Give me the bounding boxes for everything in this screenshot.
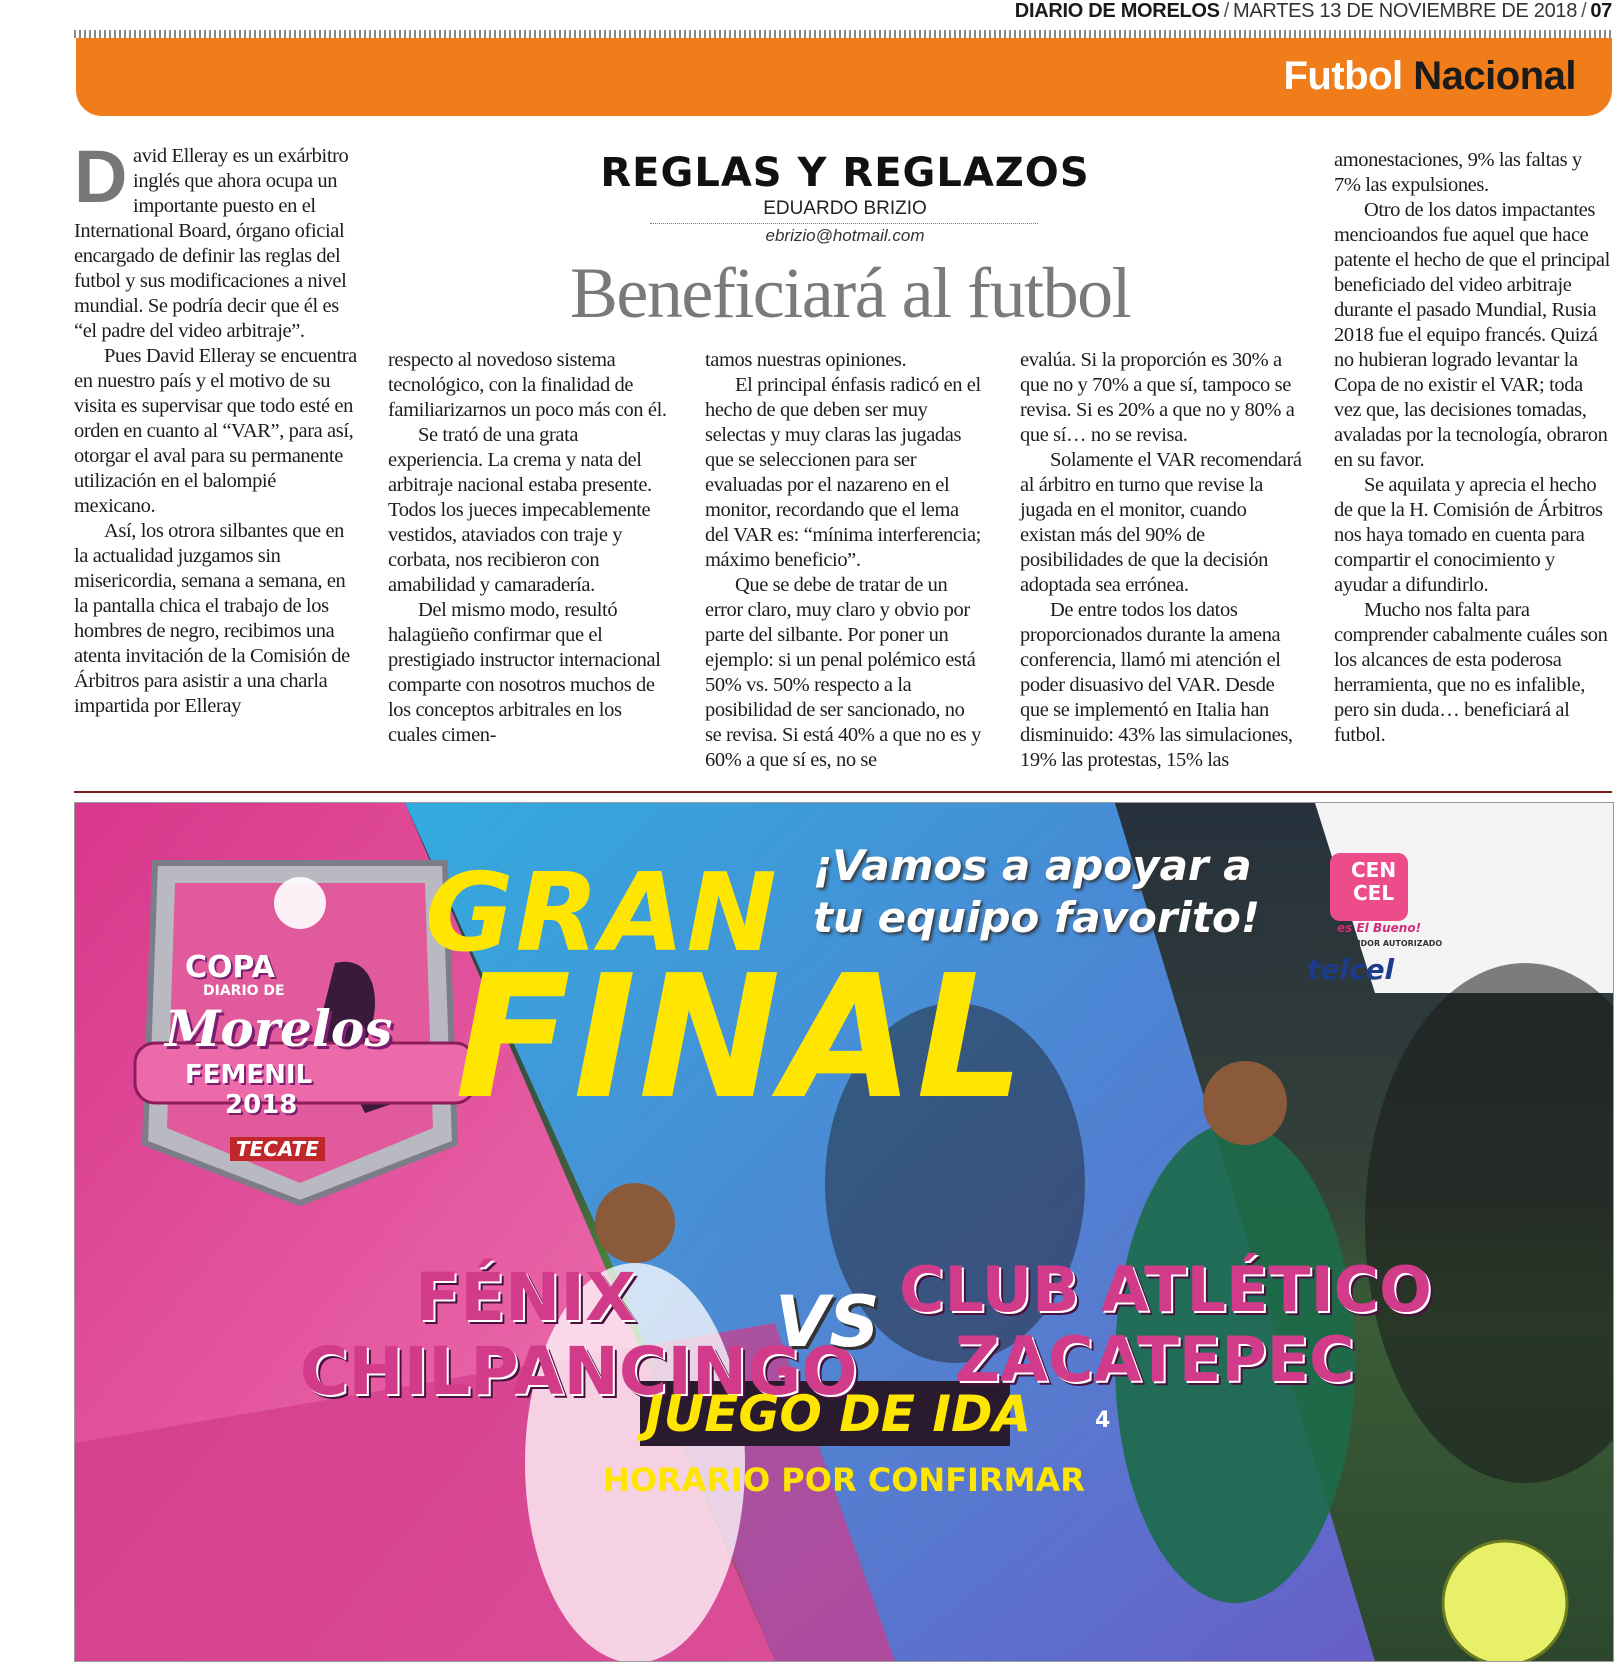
article-column-2 — [388, 348, 668, 748]
drop-cap: D — [74, 135, 128, 218]
badge-star-icon — [274, 877, 326, 929]
publication-name: DIARIO DE MORELOS — [1014, 0, 1220, 22]
paragraph: tamos nuestras opiniones. — [705, 349, 907, 371]
badge-morelos: Morelos — [165, 999, 393, 1058]
slogan-line-2: tu equipo favorito! — [813, 893, 1261, 942]
jersey-number: 4 — [1095, 1408, 1111, 1433]
separator: / — [1581, 0, 1587, 22]
badge-year: 2018 — [225, 1090, 298, 1120]
column-name: REGLAS Y REGLAZOS — [600, 150, 1090, 196]
cencel-tagline: es El Bueno! — [1337, 921, 1422, 935]
team1-line-2: CHILPANCINGO — [300, 1333, 858, 1410]
publication-date: MARTES 13 DE NOVIEMBRE DE 2018 — [1232, 0, 1578, 22]
badge-femenil: FEMENIL — [185, 1060, 313, 1090]
separator: / — [1223, 0, 1229, 22]
article-headline: Beneficiará al futbol — [569, 253, 1131, 333]
vs-text: VS — [775, 1281, 880, 1363]
paragraph: El principal énfasis radicó en el hecho de que deben ser muy selectas y muy claras las jugadas que se seleccionen para ser evaluadas por el nazareno en el monitor, recordando que el lema del VAR es: “mínima interferencia; máximo beneficio”. — [705, 374, 981, 571]
badge-sponsor: TECATE — [230, 1137, 325, 1161]
slogan-line-1: ¡Vamos a apoyar a — [813, 841, 1252, 890]
author-name: EDUARDO BRIZIO — [763, 198, 927, 219]
team2-line-2: ZACATEPEC — [955, 1323, 1355, 1396]
section-title — [1283, 54, 1576, 99]
article-column-4 — [1020, 348, 1302, 773]
paragraph: Así, los otrora silbantes que en la actualidad juzgamos sin misericordia, semana a semana, en la pantalla chica el trabajo de los hombres de negro, recibimos una atenta invitación de la Comisión de Árbitros para asistir a una charla impartida por Elleray — [74, 520, 350, 717]
dotted-rule — [74, 30, 1612, 38]
badge-copa: COPA — [185, 950, 275, 985]
badge-diario: DIARIO DE — [203, 983, 285, 999]
paragraph: Solamente el VAR recomendará al árbitro en turno que revise la jugada en el monitor, cuando existan más del 90% de posibilidades de que la decisión adoptada sea errónea. — [1020, 449, 1302, 596]
page-number: 07 — [1590, 0, 1612, 22]
article-column-3 — [705, 348, 985, 773]
cencel-distributor: DISTRIBUIDOR AUTORIZADO — [1315, 939, 1443, 948]
telcel-logo: telcel — [1307, 953, 1395, 986]
cencel-logo-bottom: CEL — [1353, 881, 1395, 905]
section-banner — [76, 38, 1612, 116]
page-header — [74, 0, 1612, 22]
paragraph: respecto al novedoso sistema tecnológico, con la finalidad de familiarizarnos un poco más con él. — [388, 349, 667, 421]
section-word-1: Futbol — [1283, 54, 1403, 98]
cencel-logo-top: CEN — [1351, 858, 1397, 882]
paragraph: Pues David Elleray se encuentra en nuestro país y el motivo de su visita es supervisar que todo esté en orden en cuanto al “VAR”, para así, otorgar el aval para su permanente utilización en el balompié mexicano. — [74, 345, 357, 517]
team2-line-1: CLUB ATLÉTICO — [899, 1253, 1432, 1326]
paragraph: Mucho nos falta para comprender cabalmente cuáles son los alcances de esta poderosa herramienta, que no es infalible, pero sin duda… beneficiará al futbol. — [1334, 599, 1608, 746]
article-column-5 — [1334, 148, 1612, 748]
article-column-1 — [74, 135, 359, 719]
soccer-ball — [1443, 1541, 1567, 1661]
paragraph: Se aquilata y aprecia el hecho de que la H. Comisión de Árbitros nos haya tomado en cuenta para compartir el conocimiento y ayudar a difundirlo. — [1334, 474, 1603, 596]
horario-text: HORARIO POR CONFIRMAR — [603, 1461, 1085, 1499]
juego-de-ida: JUEGO DE IDA — [645, 1385, 1032, 1443]
paragraph: Que se debe de tratar de un error claro, muy claro y obvio por parte del silbante. Por poner un ejemplo: si un penal polémico está 50% vs. 50% respecto a la posibilidad de ser sancionado, no se revisa. Si está 40% a que no es y 60% a que sí es, no se — [705, 574, 981, 771]
author-rule — [650, 223, 1038, 224]
paragraph: Del mismo modo, resultó halagüeño confirmar que el prestigiado instructor internacional comparte con nosotros muchos de los conceptos arbitrales en los cuales cimen- — [388, 599, 661, 746]
paragraph: De entre todos los datos proporcionados durante la amena conferencia, llamó mi atención el poder disuasivo del VAR. Desde que se implementó en Italia han disminuido: 43% las simulaciones, 19% las protestas, 15% las — [1020, 599, 1293, 771]
advertisement — [74, 802, 1614, 1662]
paragraph: avid Elleray es un exárbitro inglés que ahora ocupa un importante puesto en el International Board, órgano oficial encargado de definir las reglas del futbol y sus modificaciones a nivel mundial. Se podría decir que él es “el padre del video arbitraje”. — [74, 145, 349, 342]
author-email: ebrizio@hotmail.com — [765, 226, 925, 245]
paragraph: amonestaciones, 9% las faltas y 7% las expulsiones. — [1334, 149, 1582, 196]
section-word-2: Nacional — [1413, 54, 1576, 98]
paragraph: Otro de los datos impactantes mencioandos fue aquel que hace patente el hecho de que el principal beneficiado del video arbitraje durante el pasado Mundial, Rusia 2018 fue el equipo francés. Quizá no hubieran logrado levantar la Copa de no existir el VAR; toda vez que, las decisiones tomadas, avaladas por la tecnología, obraron en su favor. — [1334, 199, 1610, 471]
section-divider — [74, 791, 1612, 793]
team1-line-1: FÉNIX — [415, 1259, 636, 1336]
gran-text: GRAN — [425, 851, 779, 976]
paragraph: Se trató de una grata experiencia. La crema y nata del arbitraje nacional estaba presente. Todos los jueces impecablemente vestidos, ataviados con traje y corbata, nos recibieron con amabilidad y camaradería. — [388, 424, 652, 596]
paragraph: evalúa. Si la proporción es 30% a que no y 70% a que sí, tampoco se revisa. Si es 20% a que no y 80% a que sí… no se revisa. — [1020, 349, 1295, 446]
final-text: FINAL — [455, 939, 1027, 1137]
